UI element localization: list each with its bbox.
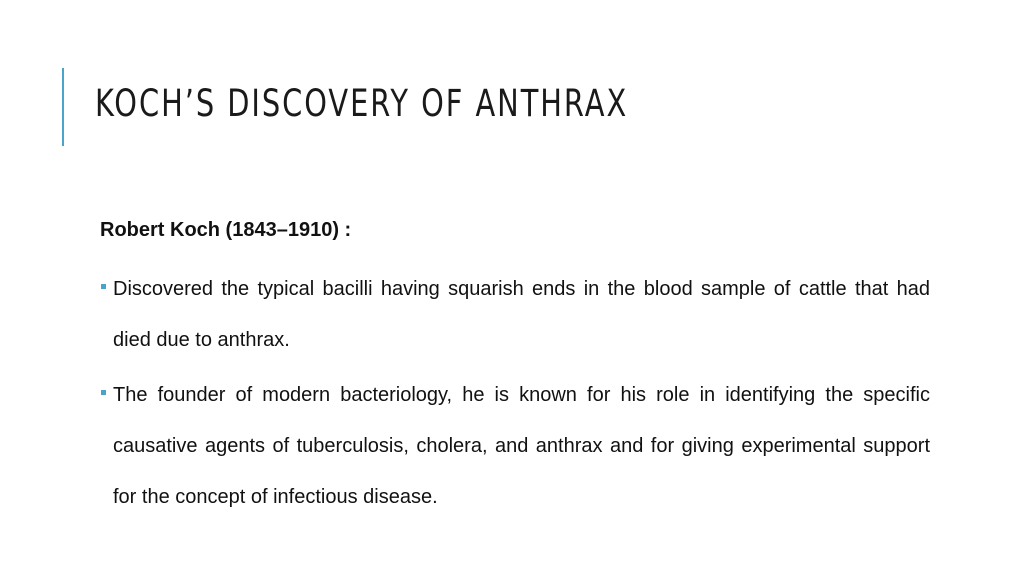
slide-title: KOCH’S DISCOVERY OF ANTHRAX bbox=[95, 82, 629, 125]
bullet-list bbox=[100, 264, 930, 523]
bullet-text: The founder of modern bacteriology, he is known for his role in identifying the specific causative agents of tuberculosis, cholera, and anthrax and for giving experimental support for the concept of infectious disease. bbox=[113, 384, 930, 508]
square-bullet-icon bbox=[101, 390, 106, 395]
bullet-item bbox=[100, 370, 930, 523]
bullet-item bbox=[100, 264, 930, 366]
title-accent-bar bbox=[62, 68, 64, 146]
subheading: Robert Koch (1843–1910) : bbox=[100, 219, 352, 241]
slide-content bbox=[100, 212, 930, 527]
bullet-text: Discovered the typical bacilli having squarish ends in the blood sample of cattle that had died due to anthrax. bbox=[113, 278, 930, 351]
square-bullet-icon bbox=[101, 284, 106, 289]
